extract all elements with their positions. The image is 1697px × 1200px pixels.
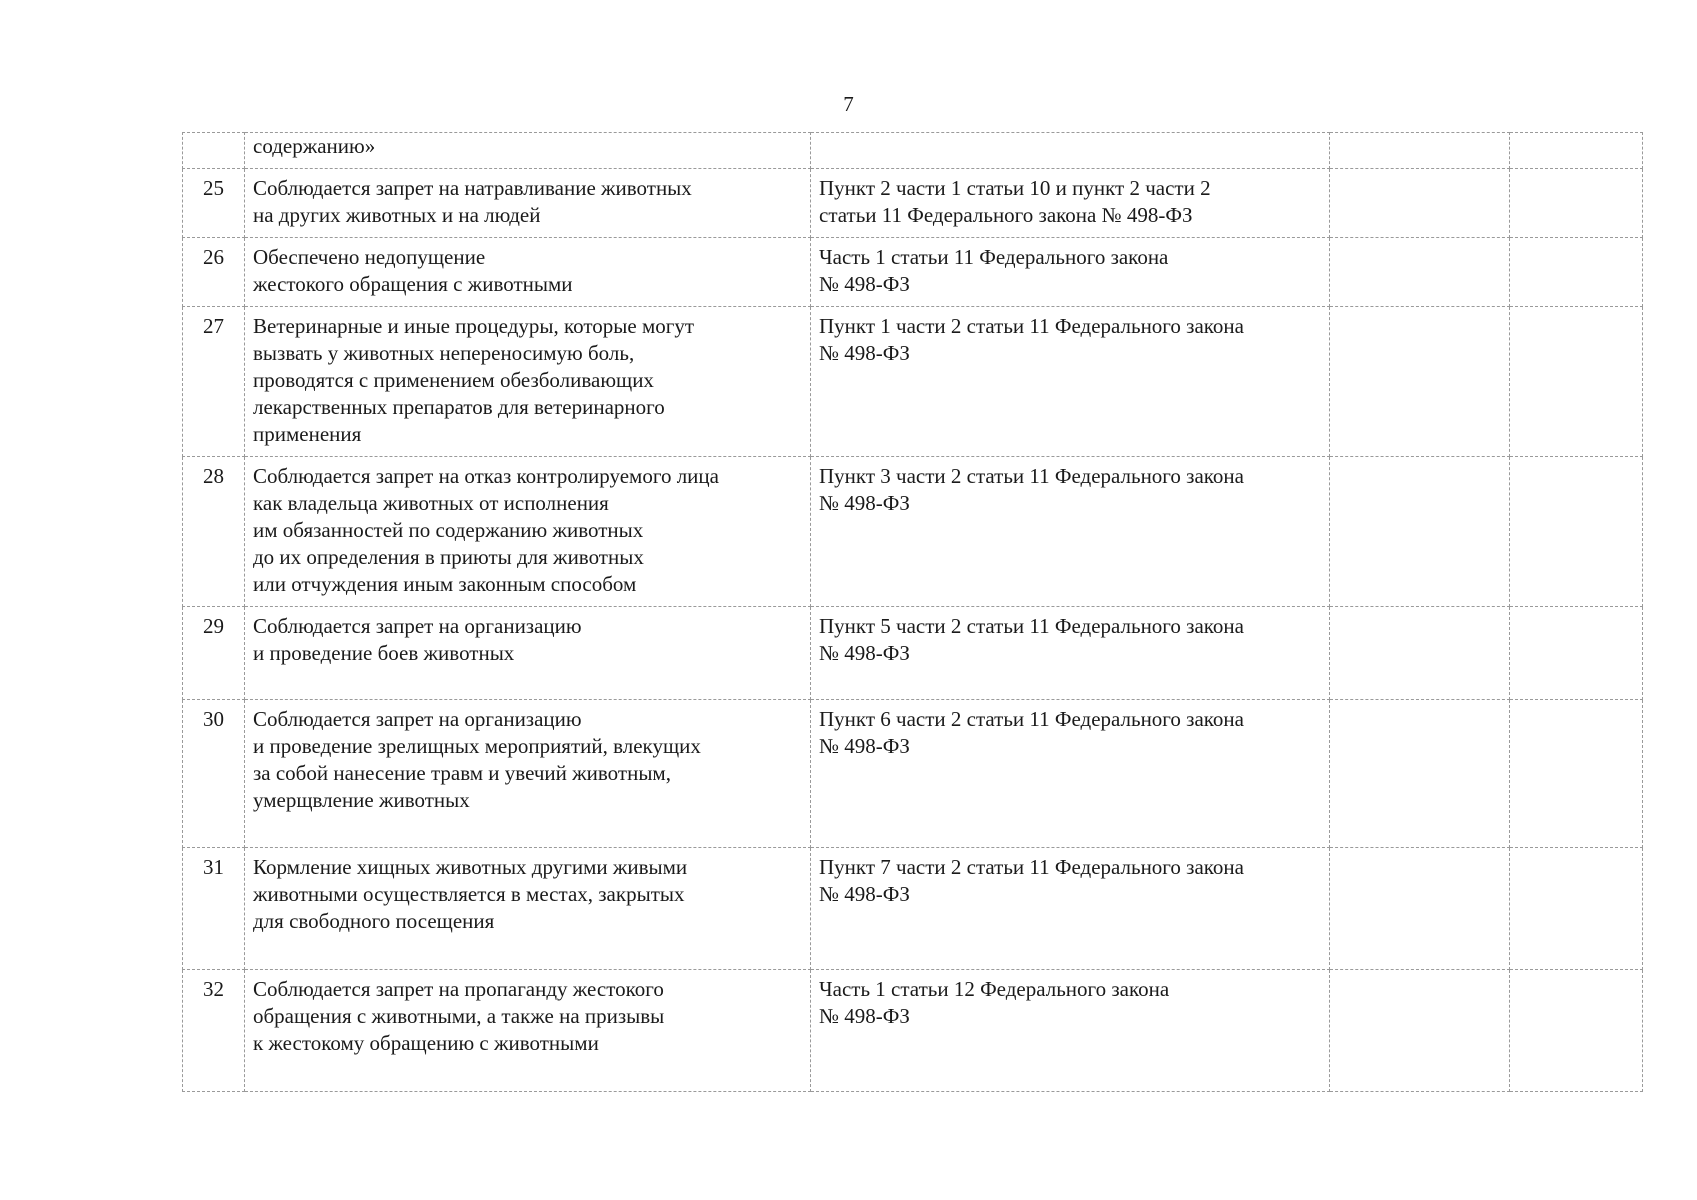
table-row xyxy=(183,133,1643,169)
answer-cell xyxy=(1330,133,1510,169)
answer-cell xyxy=(1330,307,1510,457)
reference-cell xyxy=(811,238,1330,307)
note-cell xyxy=(1510,238,1643,307)
requirement-cell xyxy=(245,457,811,607)
table-row xyxy=(183,457,1643,607)
table-row xyxy=(183,307,1643,457)
note-cell xyxy=(1510,307,1643,457)
note-cell xyxy=(1510,700,1643,848)
requirement-cell xyxy=(245,970,811,1092)
requirement-text: Ветеринарные и иные процедуры, которые могут вызвать у животных непереносимую боль, проводятся с применением обезболивающих лекарственных препаратов для ветеринарного применения xyxy=(253,314,695,446)
reference-text: Часть 1 статьи 11 Федерального закона № 498-ФЗ xyxy=(819,245,1169,296)
answer-cell xyxy=(1330,238,1510,307)
note-cell xyxy=(1510,169,1643,238)
note-cell xyxy=(1510,848,1643,970)
note-cell xyxy=(1510,133,1643,169)
row-number-cell: 32 xyxy=(183,970,245,1092)
answer-cell xyxy=(1330,848,1510,970)
note-cell xyxy=(1510,970,1643,1092)
reference-cell xyxy=(811,307,1330,457)
requirement-text: Соблюдается запрет на натравливание животных на других животных и на людей xyxy=(253,176,692,227)
note-cell xyxy=(1510,607,1643,700)
reference-cell xyxy=(811,169,1330,238)
requirement-text: Кормление хищных животных другими живыми животными осуществляется в местах, закрытых для свободного посещения xyxy=(253,855,688,933)
reference-text: Пункт 3 части 2 статьи 11 Федерального закона № 498-ФЗ xyxy=(819,464,1244,515)
table-row xyxy=(183,970,1643,1092)
requirement-cell xyxy=(245,169,811,238)
reference-cell xyxy=(811,457,1330,607)
reference-cell xyxy=(811,607,1330,700)
requirement-text: Обеспечено недопущение жестокого обращения с животными xyxy=(253,245,573,296)
row-number-cell: 29 xyxy=(183,607,245,700)
answer-cell xyxy=(1330,970,1510,1092)
table-row xyxy=(183,848,1643,970)
requirement-cell xyxy=(245,133,811,169)
reference-text: Пункт 2 части 1 статьи 10 и пункт 2 части 2 статьи 11 Федерального закона № 498-ФЗ xyxy=(819,176,1211,227)
reference-text: Пункт 6 части 2 статьи 11 Федерального закона № 498-ФЗ xyxy=(819,707,1244,758)
requirement-cell xyxy=(245,307,811,457)
table-row xyxy=(183,700,1643,848)
reference-text: Часть 1 статьи 12 Федерального закона № 498-ФЗ xyxy=(819,977,1170,1028)
row-number-cell: 26 xyxy=(183,238,245,307)
answer-cell xyxy=(1330,169,1510,238)
reference-cell xyxy=(811,970,1330,1092)
row-number-cell: 28 xyxy=(183,457,245,607)
requirement-text: Соблюдается запрет на пропаганду жестокого обращения с животными, а также на призывы к жестокому обращению с животными xyxy=(253,977,665,1055)
answer-cell xyxy=(1330,457,1510,607)
requirement-cell xyxy=(245,607,811,700)
reference-text: Пункт 5 части 2 статьи 11 Федерального закона № 498-ФЗ xyxy=(819,614,1244,665)
reference-cell xyxy=(811,133,1330,169)
requirement-cell xyxy=(245,238,811,307)
row-number-cell: 30 xyxy=(183,700,245,848)
reference-cell xyxy=(811,700,1330,848)
answer-cell xyxy=(1330,607,1510,700)
requirement-text: Соблюдается запрет на организацию и проведение зрелищных мероприятий, влекущих за собой нанесение травм и увечий животным, умерщвление животных xyxy=(253,707,701,812)
reference-cell xyxy=(811,848,1330,970)
requirement-text: Соблюдается запрет на отказ контролируемого лица как владельца животных от исполнения им обязанностей по содержанию животных до их определения в приюты для животных или отчуждения иным законным способом xyxy=(253,464,719,596)
table-row xyxy=(183,607,1643,700)
row-number-cell: 25 xyxy=(183,169,245,238)
requirement-cell xyxy=(245,700,811,848)
row-number-cell: 27 xyxy=(183,307,245,457)
reference-text: Пункт 7 части 2 статьи 11 Федерального закона № 498-ФЗ xyxy=(819,855,1244,906)
checklist-table xyxy=(182,132,1643,1092)
table-row xyxy=(183,238,1643,307)
answer-cell xyxy=(1330,700,1510,848)
requirement-cell xyxy=(245,848,811,970)
page-number: 7 xyxy=(843,92,854,116)
requirement-text: Соблюдается запрет на организацию и проведение боев животных xyxy=(253,614,582,665)
row-number-cell xyxy=(183,133,245,169)
table-row xyxy=(183,169,1643,238)
note-cell xyxy=(1510,457,1643,607)
row-number-cell: 31 xyxy=(183,848,245,970)
reference-text: Пункт 1 части 2 статьи 11 Федерального закона № 498-ФЗ xyxy=(819,314,1244,365)
continuation-text: содержанию» xyxy=(253,134,376,158)
